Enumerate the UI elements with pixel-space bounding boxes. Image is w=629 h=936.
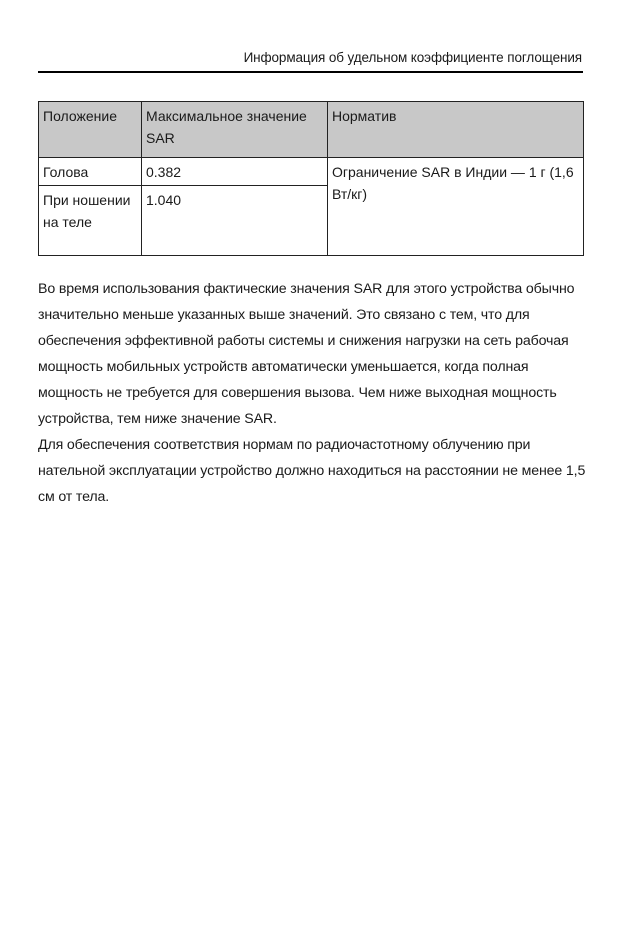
cell-value-head: 0.382	[142, 158, 328, 186]
sar-table	[38, 101, 584, 256]
cell-position-body: При ношении на теле	[39, 186, 142, 256]
running-header: Информация об удельном коэффициенте поглощения	[243, 50, 582, 65]
column-header-position: Положение	[39, 102, 142, 158]
column-header-standard: Норматив	[328, 102, 584, 158]
column-header-max-sar: Максимальное значение SAR	[142, 102, 328, 158]
cell-position-head: Голова	[39, 158, 142, 186]
paragraph-distance-requirement: Для обеспечения соответствия нормам по радиочастотному облучению при нательной эксплуатации устройство должно находиться на расстоянии не менее 1,5 см от тела.	[38, 437, 586, 505]
header-rule	[38, 71, 583, 73]
cell-standard: Ограничение SAR в Индии — 1 г (1,6 Вт/кг)	[328, 158, 584, 256]
paragraph-sar-explanation: Во время использования фактические значения SAR для этого устройства обычно значительно меньше указанных выше значений. Это связано с тем, что для обеспечения эффективной работы системы и снижения нагрузки на сеть рабочая мощность мобильных устройств автоматически уменьшается, когда полная мощность не требуется для совершения вызова. Чем ниже выходная мощность устройства, тем ниже значение SAR.	[38, 281, 575, 427]
table-row	[39, 158, 584, 186]
cell-value-body: 1.040	[142, 186, 328, 256]
table-header-row	[39, 102, 584, 158]
body-text	[38, 276, 586, 510]
